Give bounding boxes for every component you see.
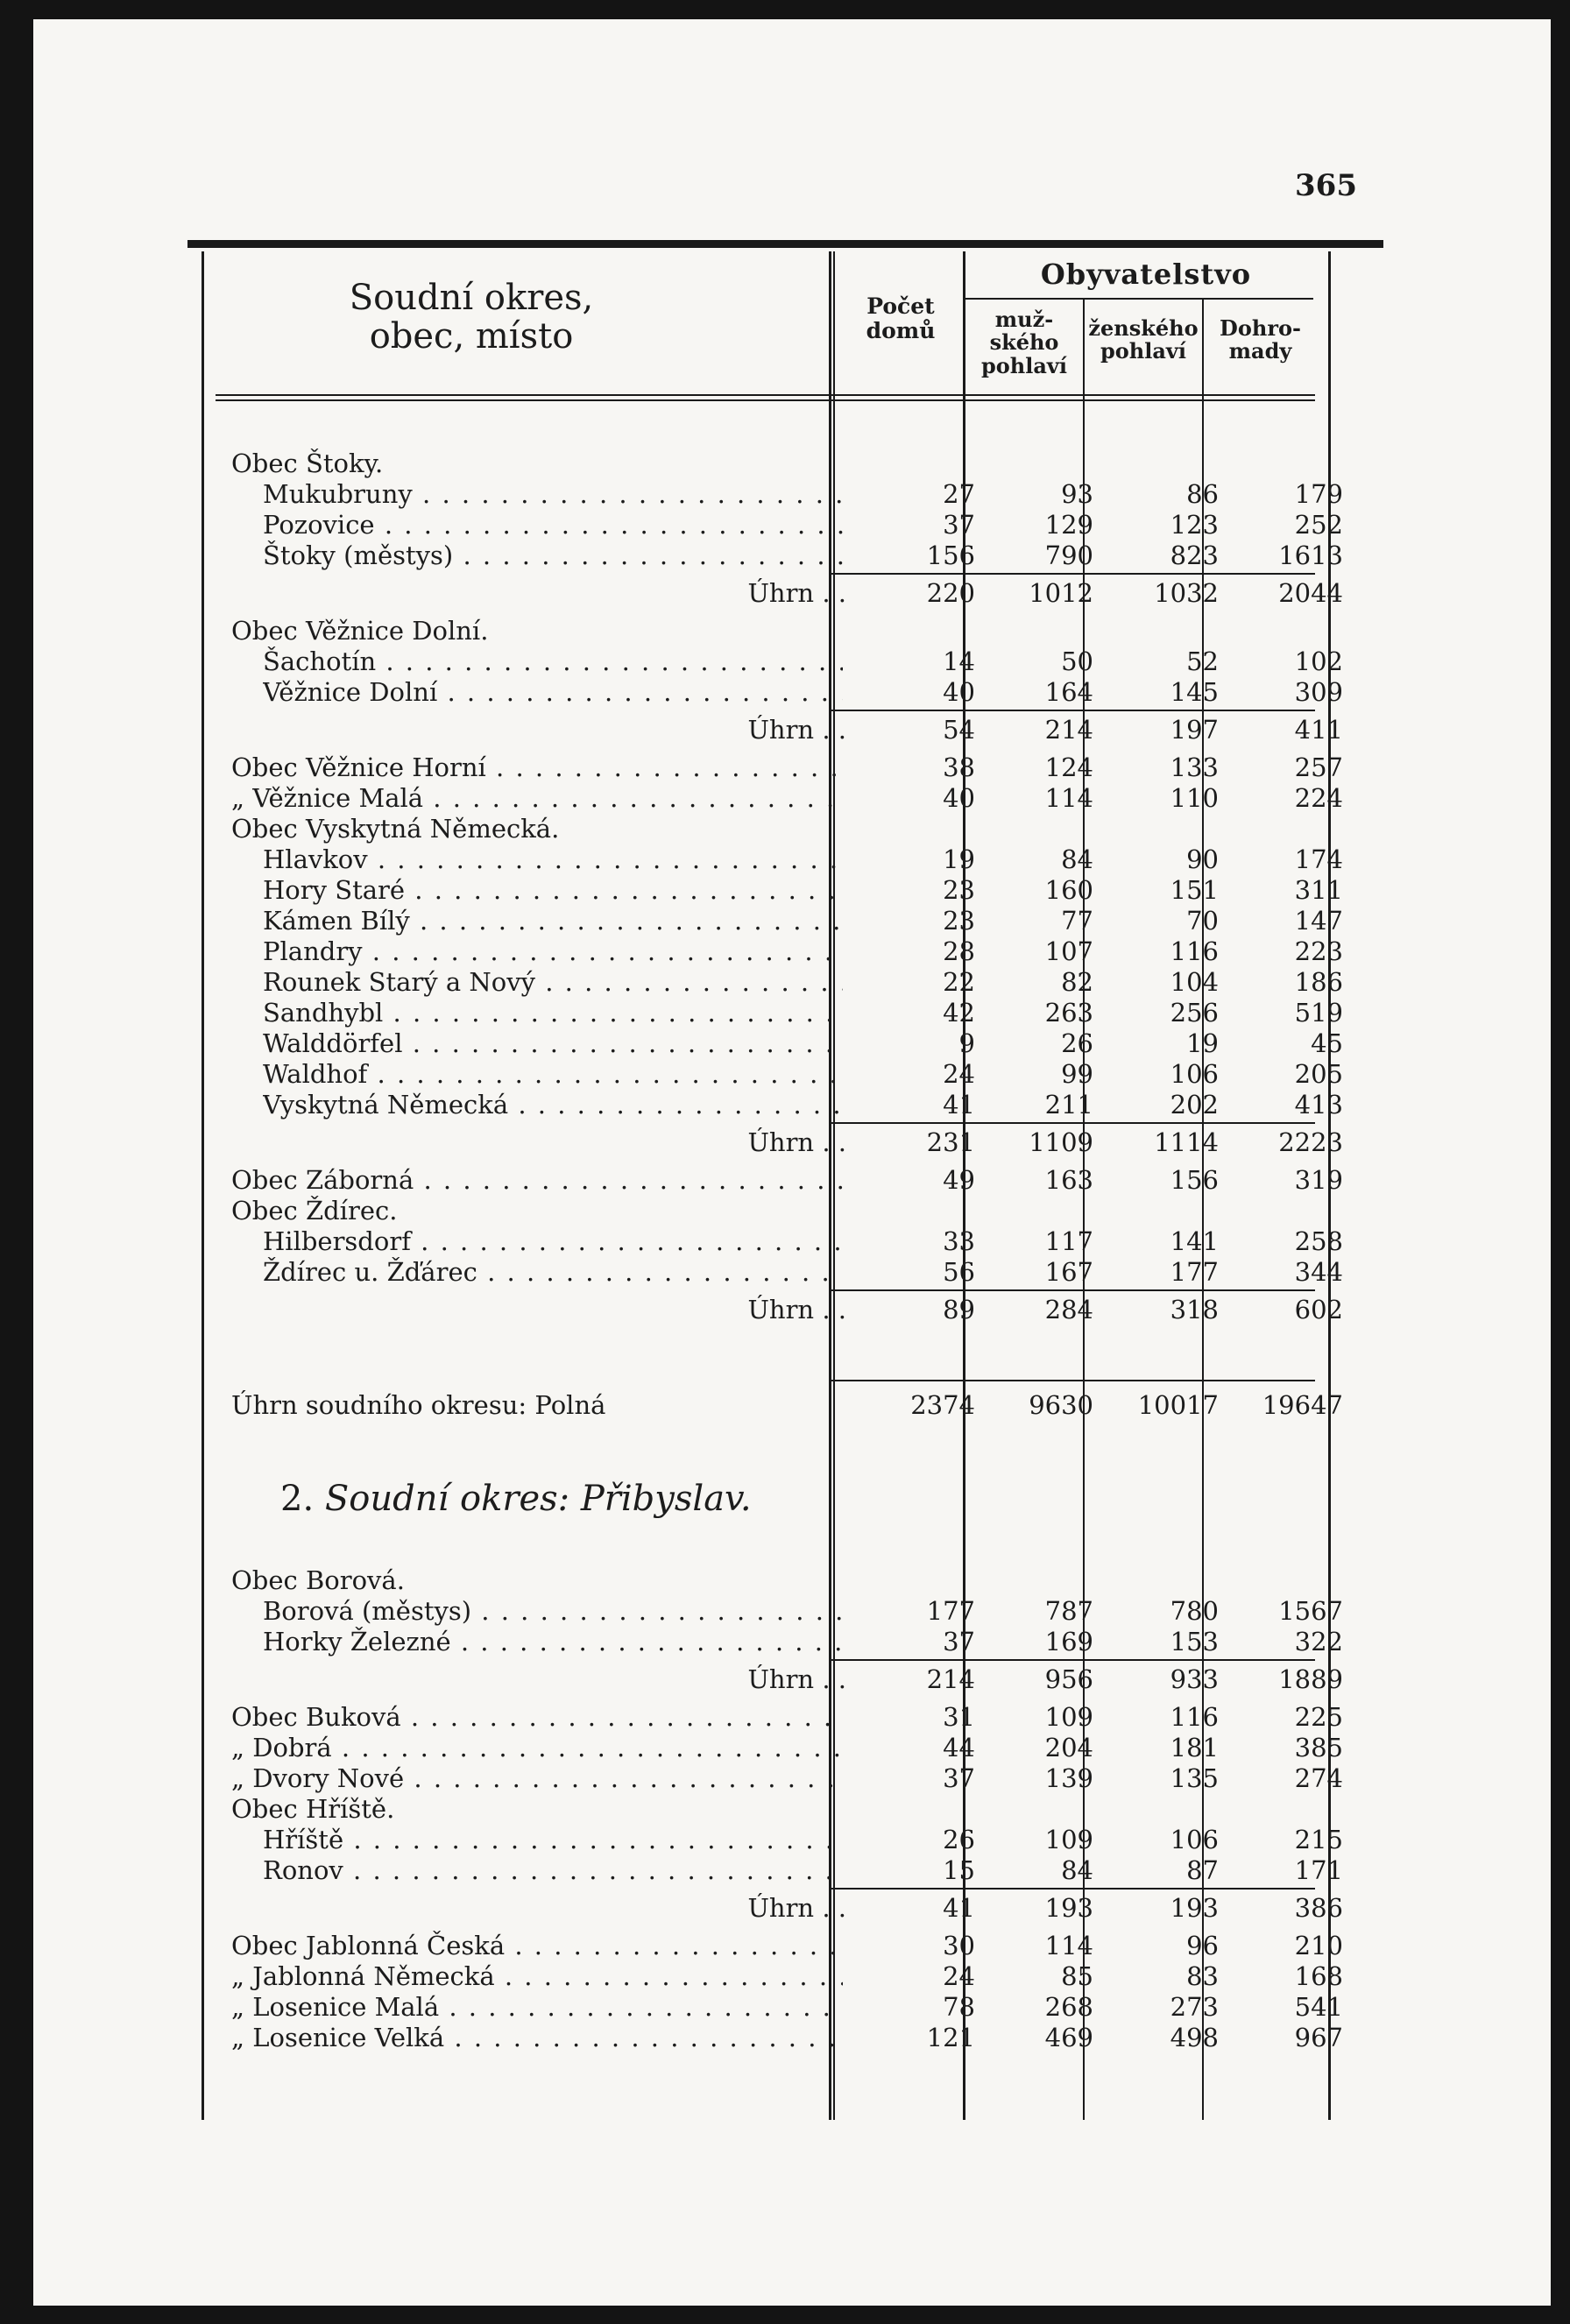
cell-male: 114 [1044, 1931, 1093, 1960]
cell-houses: 28 [943, 936, 975, 966]
cell-total: 386 [1294, 1893, 1343, 1923]
sum-rule [829, 1659, 1315, 1661]
cell-female: 70 [1186, 906, 1219, 936]
cell-female: 123 [1170, 510, 1219, 540]
cell-total: 215 [1294, 1825, 1343, 1854]
cell-total: 541 [1294, 1992, 1343, 2022]
cell-female: 780 [1170, 1596, 1219, 1626]
cell-male: 129 [1044, 510, 1093, 540]
cell-total: 1889 [1278, 1664, 1343, 1694]
district-total-rule [829, 1380, 1315, 1381]
district-2-title: Soudní okres: Přibyslav. [324, 1479, 752, 1519]
cell-total: 411 [1294, 715, 1343, 745]
cell-total: 210 [1294, 1931, 1343, 1960]
cell-houses: 22 [943, 967, 975, 997]
cell-male: 1012 [1029, 578, 1093, 608]
cell-houses: 26 [943, 1825, 975, 1854]
page-number: 365 [1295, 168, 1357, 203]
cell-total: 179 [1294, 479, 1343, 509]
top-rule [187, 240, 1383, 248]
sum-rule [829, 573, 1315, 575]
cell-houses: 24 [943, 1961, 975, 1991]
row-label: Hříště . . . [263, 1825, 843, 1854]
row-label: Borová (městys) . . . [263, 1596, 843, 1626]
cell-female: 151 [1170, 875, 1219, 905]
table-row [33, 752, 1551, 783]
sum-label: Úhrn . . [654, 1893, 846, 1923]
row-label: Walddörfel . . . [263, 1028, 843, 1058]
table-row [33, 1733, 1551, 1763]
cell-total: 45 [1311, 1028, 1343, 1058]
cell-houses: 156 [926, 540, 975, 570]
cell-female: 153 [1170, 1627, 1219, 1656]
table-row [33, 936, 1551, 967]
table-row [33, 479, 1551, 510]
table-row [33, 906, 1551, 936]
sum-rule [829, 710, 1315, 711]
row-label: Horky Železné . . . [263, 1627, 843, 1656]
cell-total: 223 [1294, 936, 1343, 966]
cell-houses: 37 [943, 1763, 975, 1793]
cell-male: 109 [1044, 1825, 1093, 1854]
row-label: Sandhybl . . . [263, 998, 843, 1028]
cell-male: 124 [1044, 752, 1093, 782]
cell-male: 284 [1044, 1295, 1093, 1324]
cell-houses: 37 [943, 510, 975, 540]
cell-male: 99 [1061, 1059, 1093, 1089]
cell-male: 160 [1044, 875, 1093, 905]
table-row [33, 783, 1551, 814]
cell-total: 967 [1294, 2023, 1343, 2052]
sum-label: Úhrn . . [654, 715, 846, 745]
cell-houses: 40 [943, 677, 975, 707]
cell-houses: 27 [943, 479, 975, 509]
group-heading-row [33, 616, 1551, 646]
table-row [33, 2023, 1551, 2053]
cell-total: 205 [1294, 1059, 1343, 1089]
cell-female: 177 [1170, 1257, 1219, 1287]
sum-row [33, 578, 1551, 609]
cell-houses: 41 [943, 1090, 975, 1120]
cell-total: 225 [1294, 1702, 1343, 1732]
row-label: Obec Borová. [231, 1565, 405, 1595]
cell-total: 2044 [1278, 578, 1343, 608]
cell-houses: 37 [943, 1627, 975, 1656]
cell-houses: 78 [943, 1992, 975, 2022]
group-heading-row [33, 1196, 1551, 1226]
cell-houses: 56 [943, 1257, 975, 1287]
cell-male: 50 [1061, 646, 1093, 676]
header-col-houses: Počet domů [866, 293, 936, 343]
row-label: Pozovice . . . [263, 510, 843, 540]
cell-male: 85 [1061, 1961, 1093, 1991]
row-label: „ Losenice Velká . . . [231, 2023, 843, 2052]
row-label: „ Dvory Nové . . . [231, 1763, 843, 1793]
cell-total: 2223 [1278, 1127, 1343, 1157]
header-rule-2 [216, 399, 1315, 401]
table-row [33, 1702, 1551, 1733]
cell-total: 385 [1294, 1733, 1343, 1762]
cell-male: 84 [1061, 1855, 1093, 1885]
cell-female: 10017 [1137, 1390, 1219, 1420]
cell-male: 77 [1061, 906, 1093, 936]
row-label: Obec Ždírec. [231, 1196, 398, 1226]
row-label: Plandry . . . [263, 936, 843, 966]
cell-total: 171 [1294, 1855, 1343, 1885]
cell-female: 145 [1170, 677, 1219, 707]
cell-male: 268 [1044, 1992, 1093, 2022]
header-col-place: Soudní okres, obec, místo [349, 278, 594, 357]
cell-houses: 24 [943, 1059, 975, 1089]
cell-total: 602 [1294, 1295, 1343, 1324]
cell-male: 139 [1044, 1763, 1093, 1793]
cell-houses: 33 [943, 1226, 975, 1256]
table-row [33, 1090, 1551, 1120]
row-label: Hilbersdorf . . . [263, 1226, 843, 1256]
row-label: Obec Věžnice Horní . . . [231, 752, 843, 782]
cell-houses: 121 [926, 2023, 975, 2052]
sum-rule [829, 1888, 1315, 1890]
sum-label: Úhrn . . [654, 1664, 846, 1694]
cell-female: 87 [1186, 1855, 1219, 1885]
page-sheet [33, 19, 1551, 2306]
cell-female: 181 [1170, 1733, 1219, 1762]
cell-houses: 54 [943, 715, 975, 745]
group-heading-row [33, 449, 1551, 479]
cell-male: 109 [1044, 1702, 1093, 1732]
row-label: Věžnice Dolní . . . [263, 677, 843, 707]
cell-female: 104 [1170, 967, 1219, 997]
cell-male: 263 [1044, 998, 1093, 1028]
sum-label: Úhrn . . [654, 1295, 846, 1324]
cell-female: 110 [1170, 783, 1219, 813]
table-row [33, 646, 1551, 677]
cell-female: 273 [1170, 1992, 1219, 2022]
cell-houses: 2374 [910, 1390, 975, 1420]
row-label: Obec Hříště. [231, 1794, 395, 1824]
cell-female: 141 [1170, 1226, 1219, 1256]
district-total-label: Úhrn soudního okresu: Polná [231, 1390, 606, 1420]
cell-male: 956 [1044, 1664, 1093, 1694]
group-rule [963, 298, 1313, 300]
cell-houses: 14 [943, 646, 975, 676]
row-label: Hlavkov . . . [263, 844, 843, 874]
cell-houses: 15 [943, 1855, 975, 1885]
sum-row [33, 1295, 1551, 1325]
cell-male: 93 [1061, 479, 1093, 509]
row-label: „ Jablonná Německá . . . [231, 1961, 843, 1991]
cell-female: 135 [1170, 1763, 1219, 1793]
cell-total: 319 [1294, 1165, 1343, 1195]
table-row [33, 998, 1551, 1028]
cell-male: 107 [1044, 936, 1093, 966]
sum-row [33, 1893, 1551, 1924]
table-row [33, 875, 1551, 906]
row-label: Obec Štoky. [231, 449, 384, 478]
cell-houses: 231 [926, 1127, 975, 1157]
row-label: Ronov . . . [263, 1855, 843, 1885]
cell-female: 156 [1170, 1165, 1219, 1195]
cell-total: 309 [1294, 677, 1343, 707]
cell-houses: 9 [958, 1028, 975, 1058]
cell-total: 519 [1294, 998, 1343, 1028]
row-label: Rounek Starý a Nový . . . [263, 967, 843, 997]
cell-houses: 19 [943, 844, 975, 874]
cell-total: 19647 [1262, 1390, 1343, 1420]
row-label: Hory Staré . . . [263, 875, 843, 905]
row-label: Obec Záborná . . . [231, 1165, 843, 1195]
sum-label: Úhrn . . [654, 578, 846, 608]
cell-male: 84 [1061, 844, 1093, 874]
table-row [33, 1165, 1551, 1196]
sum-rule [829, 1289, 1315, 1291]
header-group-population: Obyvatelstvo [1040, 258, 1252, 291]
cell-female: 933 [1170, 1664, 1219, 1694]
cell-houses: 31 [943, 1702, 975, 1732]
row-label: „ Věžnice Malá . . . [231, 783, 843, 813]
cell-houses: 214 [926, 1664, 975, 1694]
sum-rule [829, 1122, 1315, 1124]
cell-total: 168 [1294, 1961, 1343, 1991]
cell-female: 86 [1186, 479, 1219, 509]
cell-total: 311 [1294, 875, 1343, 905]
cell-houses: 49 [943, 1165, 975, 1195]
cell-female: 96 [1186, 1931, 1219, 1960]
cell-houses: 177 [926, 1596, 975, 1626]
table-row [33, 540, 1551, 571]
cell-male: 169 [1044, 1627, 1093, 1656]
cell-male: 9630 [1029, 1390, 1093, 1420]
table-row [33, 1855, 1551, 1886]
cell-male: 787 [1044, 1596, 1093, 1626]
cell-female: 133 [1170, 752, 1219, 782]
district-total-row [33, 1390, 1551, 1421]
cell-female: 106 [1170, 1059, 1219, 1089]
row-label: Šachotín . . . [263, 646, 843, 676]
cell-female: 19 [1186, 1028, 1219, 1058]
cell-female: 1114 [1154, 1127, 1219, 1157]
cell-female: 318 [1170, 1295, 1219, 1324]
cell-male: 214 [1044, 715, 1093, 745]
cell-houses: 42 [943, 998, 975, 1028]
header-rule [216, 394, 1315, 396]
cell-female: 823 [1170, 540, 1219, 570]
cell-houses: 38 [943, 752, 975, 782]
table-row [33, 1627, 1551, 1657]
cell-total: 147 [1294, 906, 1343, 936]
table-row [33, 1931, 1551, 1961]
cell-total: 344 [1294, 1257, 1343, 1287]
group-heading-row [33, 1794, 1551, 1825]
cell-female: 498 [1170, 2023, 1219, 2052]
cell-total: 322 [1294, 1627, 1343, 1656]
row-label: Obec Jablonná Česká . . . [231, 1931, 843, 1960]
group-heading-row [33, 814, 1551, 844]
cell-male: 26 [1061, 1028, 1093, 1058]
cell-female: 83 [1186, 1961, 1219, 1991]
cell-houses: 23 [943, 906, 975, 936]
cell-female: 116 [1170, 1702, 1219, 1732]
cell-total: 224 [1294, 783, 1343, 813]
cell-houses: 89 [943, 1295, 975, 1324]
cell-female: 52 [1186, 646, 1219, 676]
cell-houses: 41 [943, 1893, 975, 1923]
row-label: Mukubruny . . . [263, 479, 843, 509]
row-label: Obec Buková . . . [231, 1702, 843, 1732]
table-row [33, 1992, 1551, 2023]
cell-female: 202 [1170, 1090, 1219, 1120]
table-row [33, 967, 1551, 998]
sum-row [33, 1127, 1551, 1158]
row-label: Obec Věžnice Dolní. [231, 616, 489, 646]
cell-male: 1109 [1029, 1127, 1093, 1157]
table-row [33, 1028, 1551, 1059]
table-row [33, 1961, 1551, 1992]
cell-total: 1613 [1278, 540, 1343, 570]
cell-total: 186 [1294, 967, 1343, 997]
row-label: Waldhof . . . [263, 1059, 843, 1089]
table-row [33, 1226, 1551, 1257]
cell-total: 252 [1294, 510, 1343, 540]
cell-male: 82 [1061, 967, 1093, 997]
row-label: Obec Vyskytná Německá. [231, 814, 560, 844]
cell-houses: 30 [943, 1931, 975, 1960]
cell-male: 469 [1044, 2023, 1093, 2052]
cell-male: 211 [1044, 1090, 1093, 1120]
cell-total: 258 [1294, 1226, 1343, 1256]
row-label: „ Losenice Malá . . . [231, 1992, 843, 2022]
group-heading-row [33, 1565, 1551, 1596]
cell-total: 1567 [1278, 1596, 1343, 1626]
row-label: Ždírec u. Žďárec . . . [263, 1257, 843, 1287]
cell-total: 413 [1294, 1090, 1343, 1120]
table-row [33, 677, 1551, 708]
header-col-total: Dohro- mady [1220, 315, 1301, 364]
cell-male: 790 [1044, 540, 1093, 570]
table-row [33, 1825, 1551, 1855]
cell-total: 274 [1294, 1763, 1343, 1793]
row-label: Štoky (městys) . . . [263, 540, 843, 570]
district-2-heading [280, 1479, 752, 1519]
sum-row [33, 1664, 1551, 1695]
cell-houses: 220 [926, 578, 975, 608]
table-row [33, 1257, 1551, 1288]
cell-female: 90 [1186, 844, 1219, 874]
table-row [33, 844, 1551, 875]
cell-male: 204 [1044, 1733, 1093, 1762]
cell-houses: 23 [943, 875, 975, 905]
cell-male: 193 [1044, 1893, 1093, 1923]
cell-houses: 40 [943, 783, 975, 813]
cell-female: 1032 [1154, 578, 1219, 608]
cell-male: 167 [1044, 1257, 1093, 1287]
cell-houses: 44 [943, 1733, 975, 1762]
row-label: Vyskytná Německá . . . [263, 1090, 843, 1120]
cell-female: 193 [1170, 1893, 1219, 1923]
cell-female: 197 [1170, 715, 1219, 745]
district-2-number: 2. [280, 1479, 315, 1519]
cell-total: 102 [1294, 646, 1343, 676]
cell-total: 174 [1294, 844, 1343, 874]
row-label: Kámen Bílý . . . [263, 906, 843, 936]
cell-female: 256 [1170, 998, 1219, 1028]
cell-male: 114 [1044, 783, 1093, 813]
cell-male: 164 [1044, 677, 1093, 707]
header-col-male: muž- ského pohlaví [981, 307, 1067, 378]
table-row [33, 1059, 1551, 1090]
header-col-female: ženského pohlaví [1088, 315, 1199, 364]
table-row [33, 1763, 1551, 1794]
cell-female: 116 [1170, 936, 1219, 966]
cell-total: 257 [1294, 752, 1343, 782]
cell-male: 163 [1044, 1165, 1093, 1195]
cell-female: 106 [1170, 1825, 1219, 1854]
table-row [33, 510, 1551, 540]
row-label: „ Dobrá . . . [231, 1733, 843, 1762]
sum-label: Úhrn . . [654, 1127, 846, 1157]
sum-row [33, 715, 1551, 745]
table-row [33, 1596, 1551, 1627]
cell-male: 117 [1044, 1226, 1093, 1256]
